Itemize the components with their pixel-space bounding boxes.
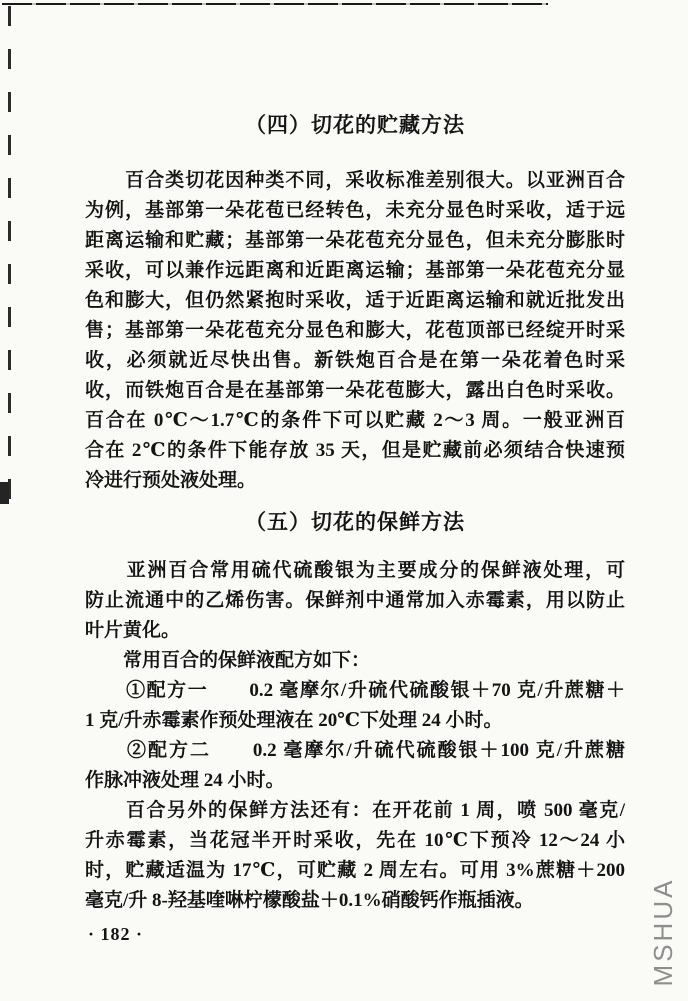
storage-paragraph (85, 166, 625, 496)
text-line: ①配方一 0.2 毫摩尔/升硫代硫酸银＋70 克/升蔗糖＋ (85, 680, 625, 701)
heading-preservation-methods: （五）切花的保鲜方法 (245, 510, 465, 534)
text-line: 常用百合的保鲜液配方如下： (85, 650, 371, 671)
text-line: 时，贮藏适温为 17℃，可贮藏 2 周左右。可用 3%蔗糖＋200 (85, 860, 625, 881)
text-line: 百合另外的保鲜方法还有：在开花前 1 周，喷 500 毫克/ (85, 800, 625, 821)
recipe-1-paragraph (85, 676, 625, 736)
text-line: 收，而铁炮百合是在基部第一朵花苞膨大，露出白色时采收。 (85, 380, 625, 401)
recipe-2-paragraph (85, 736, 625, 796)
text-line: 合在 2℃的条件下能存放 35 天，但是贮藏前必须结合快速预 (85, 440, 625, 461)
text-line: 防止流通中的乙烯伤害。保鲜剂中通常加入赤霉素，用以防止 (85, 590, 625, 611)
top-rule (2, 3, 548, 5)
text-line: 叶片黄化。 (85, 620, 181, 641)
text-line: 收，必须就近尽快出售。新铁炮百合是在第一朵花着色时采 (85, 350, 625, 371)
text-line: 售；基部第一朵花苞充分显色和膨大，花苞顶部已经绽开时采 (85, 320, 625, 341)
binding-mark-blob (0, 482, 9, 504)
recipe-intro (85, 646, 625, 676)
text-line: 色和膨大，但仍然紧抱时采收，适于近距离运输和就近批发出 (85, 290, 625, 311)
text-line: 距离运输和贮藏；基部第一朵花苞充分显色，但未充分膨胀时 (85, 230, 625, 251)
text-line: 为例，基部第一朵花苞已经转色，未充分显色时采收，适于远 (85, 200, 625, 221)
text-line: 百合类切花因种类不同，采收标准差别很大。以亚洲百合 (85, 170, 625, 191)
heading-storage-methods: （四）切花的贮藏方法 (245, 113, 465, 137)
page-number: · 182 · (88, 924, 144, 944)
text-line: 冷进行预处液处理。 (85, 470, 257, 491)
watermark: MSHUA (648, 877, 678, 987)
binding-marks (8, 6, 11, 506)
preservation-paragraph (85, 556, 625, 646)
text-line: 升赤霉素，当花冠半开时采收，先在 10℃下预冷 12～24 小 (85, 830, 625, 851)
text-line: 作脉冲液处理 24 小时。 (85, 770, 285, 791)
text-line: 百合在 0℃～1.7℃的条件下可以贮藏 2～3 周。一般亚洲百 (85, 410, 625, 431)
text-line: ②配方二 0.2 毫摩尔/升硫代硫酸银＋100 克/升蔗糖 (85, 740, 625, 761)
text-line: 1 克/升赤霉素作预处理液在 20℃下处理 24 小时。 (85, 710, 503, 731)
other-methods-paragraph (85, 796, 625, 916)
text-line: 亚洲百合常用硫代硫酸银为主要成分的保鲜液处理，可 (85, 560, 625, 581)
text-line: 采收，可以兼作远距离和近距离运输；基部第一朵花苞充分显 (85, 260, 625, 281)
text-line: 毫克/升 8-羟基喹啉柠檬酸盐＋0.1%硝酸钙作瓶插液。 (85, 890, 534, 911)
